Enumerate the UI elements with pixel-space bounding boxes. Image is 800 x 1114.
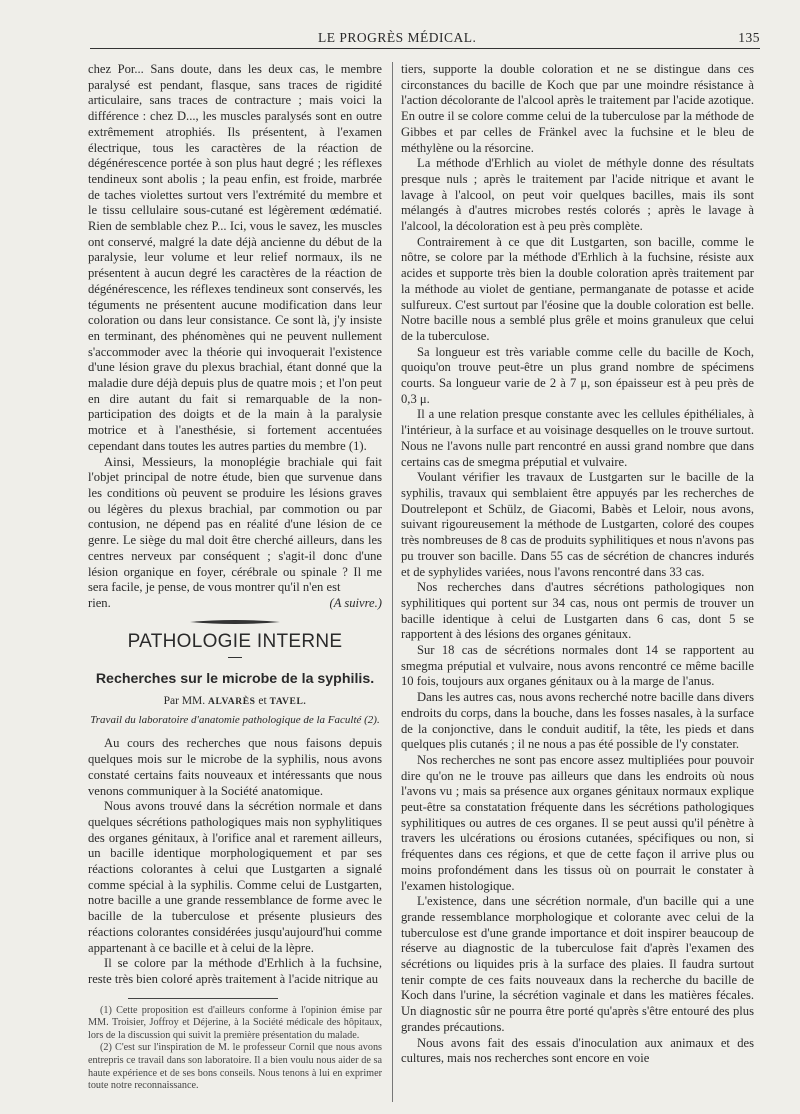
author-name: TAVEL. <box>269 697 307 708</box>
body-paragraph: chez Por... Sans doute, dans les deux cas, le membre paralysé est pendant, flasque, sans traces de rigidité articulaire, sans traces de contracture ; mais voici la différence : chez D..., les muscles paralysés sont en outre extrêmement atrophiés. Ils présentent, à l'examen électrique, tous les caractères de la réaction de dégénérescence portée à son plus haut degré ; les réflexes tendineux sont abolis ; la peau enfin, est froide, marbrée de taches violettes surtout vers l'extrémité du membre et le tissu cellulaire sous-cutané est légèrement œdématié. Rien de semblable chez P... Ici, vous le savez, les muscles ont conservé, malgré la date déjà ancienne du début de la paralysie, leur volume et leur relief normaux, ils ne présentent à aucun degré les caractères de la réaction de dégénérescence, les réflexes tendineux sont conservés, les téguments ne présentent aucune modification dans leur coloration ou dans leur consistance. Ce sont là, j'y insiste en terminant, des phénomènes qui ne peuvent nullement s'accommoder avec la théorie qui invoquerait l'existence d'une lésion grave du plexus brachial, étant donné que la maladie dure déjà depuis plus de quatre mois ; et l'on peut en dire autant du fait si remarquable de la non-participation des doigts et de la main à la paralysie motrice et à l'anesthésie, si fortement accentuées cependant dans toutes les autres parties du membre (1). <box>88 62 382 453</box>
continuation-line <box>88 596 382 612</box>
body-paragraph: Ainsi, Messieurs, la monoplégie brachiale qui fait l'objet principal de notre étude, bien que survenue dans les conditions où peuvent se produire les lésions graves ou légères du plexus brachial, par commotion ou par contusion, ne dépend pas en réalité d'une lésion de ce genre. Le siège du mal doit être cherché ailleurs, dans les centres nerveux par conséquent ; s'agit-il donc d'une lésion organique en foyer, cérébrale ou spinale ? Il me sera facile, je pense, de vous montrer qu'il n'en est <box>88 454 382 595</box>
byline <box>88 694 382 711</box>
body-paragraph: tiers, supporte la double coloration et ne se distingue dans ces circonstances du bacille de Koch que par une moindre résistance à l'action décolorante de l'alcool après le traitement par l'acide azotique. En outre il se colore comme celui de la tuberculose par la méthode de Gibbes et par celles de Fränkel avec la fuchsine et le bleu de méthylène ou la résorcine. <box>401 62 754 155</box>
right-column <box>401 62 754 1067</box>
section-heading: PATHOLOGIE INTERNE <box>127 630 343 652</box>
header-rule <box>90 48 760 49</box>
body-paragraph: Il a une relation presque constante avec les cellules épithéliales, à l'intérieur, à la surface et au voisinage desquelles on le trouve surtout. Nous ne l'avons nulle part rencontré en aussi grand nombre que dans certains cas de smegma préputial et vulvaire. <box>401 407 754 469</box>
section-dash <box>228 657 242 658</box>
to-be-continued: (A suivre.) <box>329 595 382 610</box>
body-paragraph: Voulant vérifier les travaux de Lustgarten sur le bacille de la syphilis, travaux qui semblaient être appuyés par les recherches de Doutrelepont et Schülz, de Giacomi, Babès et Leloir, nous avons, suivant rigoureusement la méthode de Lustgarten, coloré des coupes très nombreuses de 8 cas de produits syphilitiques et nous n'avons pas pu trouver son bacille. Dans 55 cas de sécrétion de chancres indurés et de syphylides variées, nous l'avons rencontré dans 33 cas. <box>401 470 754 579</box>
page-number: 135 <box>738 30 760 45</box>
column-divider <box>392 62 393 1102</box>
body-text: rien. <box>88 595 111 610</box>
body-paragraph: Nous avons trouvé dans la sécrétion normale et dans quelques sécrétions pathologiques mais non syphylitiques des organes génitaux, à l'orifice anal et rarement ailleurs, un bacille identique morphologiquement et par ses réactions colorantes à celui que Lustgarten a signalé comme spécial à la syphilis. Comme celui de Lustgarten, notre bacille a une grande ressemblance de forme avec le bacille de la tuberculose et présente plusieurs des réactions colorantes considérées jusqu'aujourd'hui comme appartenant à ce bacille et à celui de la lèpre. <box>88 799 382 955</box>
body-paragraph: Dans les autres cas, nous avons recherché notre bacille dans divers endroits du corps, dans la bouche, dans les fosses nasales, à la surface de la conjonctive, dans le conduit auditif, la tête, les pieds et dans quelques plis cutanés ; il ne nous a pas été possible de l'y constater. <box>401 690 754 752</box>
body-paragraph: La méthode d'Erhlich au violet de méthyle donne des résultats presque nuls ; après le traitement par l'acide nitrique et avant le lavage à l'alcool, on peut voir quelques bacilles, mais ils sont mélangés à d'autres microbes restés colorés ; après le lavage à l'alcool, la décoloration est à peu près complète. <box>401 156 754 234</box>
body-paragraph: Sa longueur est très variable comme celle du bacille de Koch, quoiqu'on trouve peut-être un plus grand nombre de spécimens courts. Sa longueur varie de 2 à 7 μ, son épaisseur est à peu près de 0,3 μ. <box>401 344 754 406</box>
article-title: Recherches sur le microbe de la syphilis. <box>95 671 375 688</box>
body-paragraph: Il se colore par la méthode d'Erhlich à la fuchsine, reste très bien coloré après traitement à l'acide nitrique au <box>88 956 382 986</box>
body-paragraph: Sur 18 cas de sécrétions normales dont 14 se rapportent au smegma préputial et vulvaire, nous avons rencontré ce même bacille 10 fois, toujours aux organes génitaux ou à la marge de l'anus. <box>401 643 754 689</box>
footnote: (1) Cette proposition est d'ailleurs conforme à l'opinion émise par MM. Troisier, Joffroy et Déjerine, à la Société médicale des hôpitaux, lors de la discussion qui suivit la première présentation du malade. <box>88 1004 382 1041</box>
footnote: (2) C'est sur l'inspiration de M. le professeur Cornil que nous avons entrepris ce travail dans son laboratoire. Il a bien voulu nous aider de sa haute expérience et de ses bons conseils. Nous tenons à lui en exprimer toute notre reconnaissance. <box>88 1042 382 1092</box>
footnote-rule <box>128 998 278 999</box>
affiliation: Travail du laboratoire d'anatomie pathologique de la Faculté (2). <box>90 713 380 726</box>
body-paragraph: Nos recherches ne sont pas encore assez multipliées pour pouvoir dire qu'on ne le trouve pas ailleurs que dans les endroits où nous l'avons vu ; mais sa présence aux organes génitaux normaux explique peut-être sa constatation fréquente dans les sécrétions pathologiques syphilitiques ou autres de ces organes. Il se peut aussi qu'il pénètre à travers les ulcérations ou érosions cutanées, spécifiques ou non, si fréquentes dans ces régions, et que de cette façon il arrive plus ou moins profondément dans les tissus où on pourrait le constater à l'examen histologique. <box>401 752 754 893</box>
author-name: ALVARÈS <box>208 697 256 708</box>
running-head <box>0 28 800 50</box>
body-paragraph: Nous avons fait des essais d'inoculation aux animaux et des cultures, mais nos recherches sont encore en voie <box>401 1035 754 1066</box>
byline-prefix: Par MM. <box>163 695 206 708</box>
left-column <box>88 62 382 1093</box>
ornament-divider <box>88 618 382 626</box>
body-paragraph: Nos recherches dans d'autres sécrétions pathologiques non syphilitiques qui portent sur 34 cas, nous ont permis de trouver un bacille identique à celui de Lustgarten dans 6 cas, dont 5 se rapportent à des lésions des organes génitaux. <box>401 580 754 642</box>
body-paragraph: Au cours des recherches que nous faisons depuis quelques mois sur le microbe de la syphilis, nous avons constaté certains faits nouveaux et intéressants que nous venons communiquer à la Société anatomique. <box>88 736 382 798</box>
body-paragraph: L'existence, dans une sécrétion normale, d'un bacille qui a une grande ressemblance morphologique et colorante avec celui de la tuberculose est d'une grande importance et doit inspirer beaucoup de réserve au diagnostic de la tuberculose fait d'après l'examen des sécrétions ou liquides pris à la surface des plaies. Il faudra surtout tenir compte de ces faits nouveaux dans la recherche du bacille de Koch dans l'urine, la sécrétion vaginale et dans les matières fécales. Un diagnostic sûr ne pourra être porté qu'après s'être entouré des plus grandes précautions. <box>401 894 754 1034</box>
journal-title: LE PROGRÈS MÉDICAL. <box>318 30 477 45</box>
byline-conjunction: et <box>258 695 267 708</box>
body-paragraph: Contrairement à ce que dit Lustgarten, son bacille, comme le nôtre, se colore par la méthode d'Erhlich à la fuchsine, résiste aux acides et supporte très bien la double coloration après traitement par la méthode au violet de gentiane, permanganate de potasse et acide sulfureux. C'est surtout par l'éosine que la double coloration est belle. Notre bacille nous a semblé plus grêle et moins granuleux que celui de la tuberculose. <box>401 234 754 343</box>
